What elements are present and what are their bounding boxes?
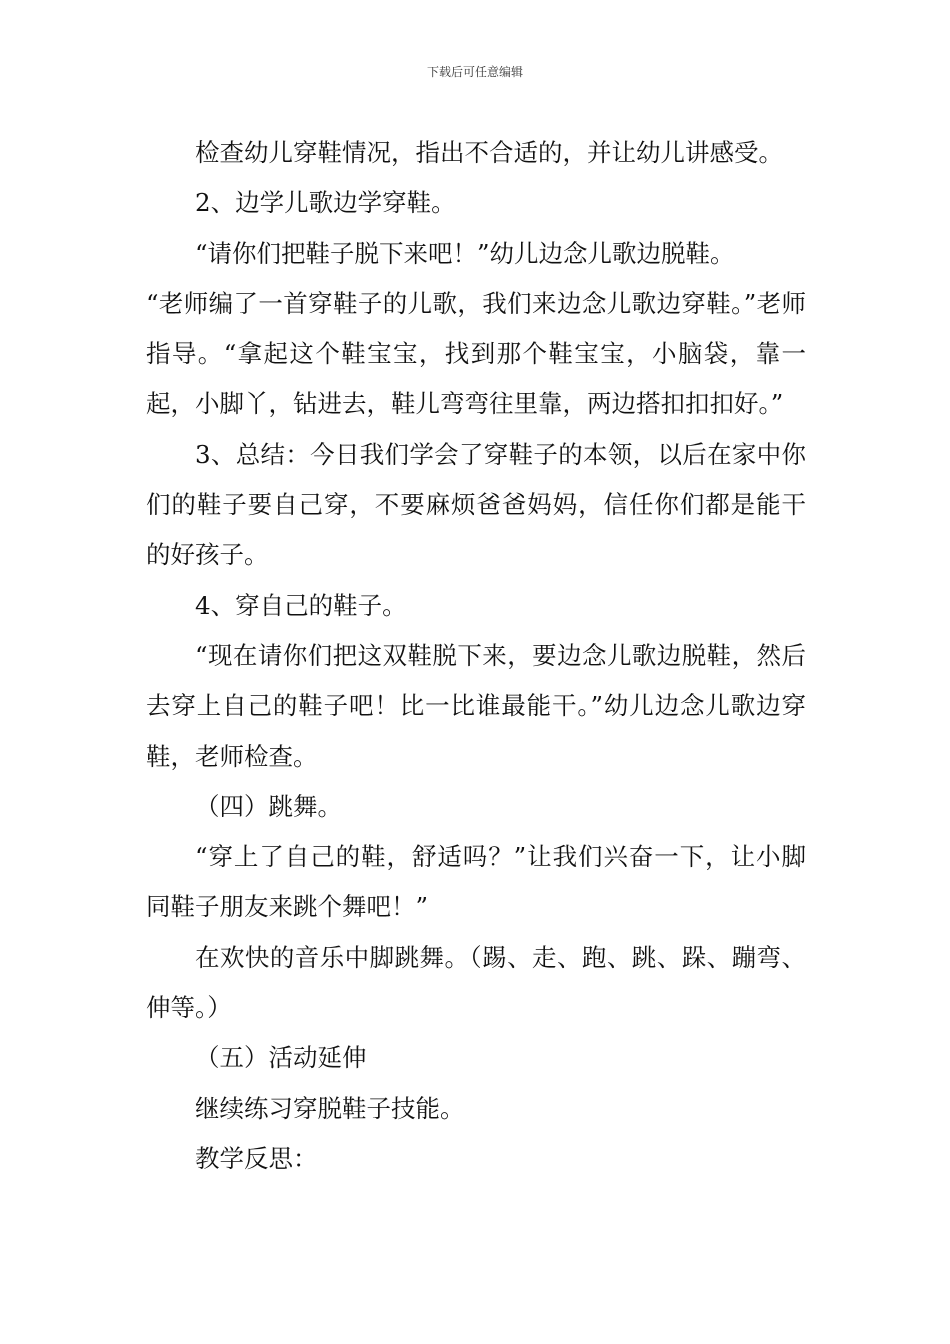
paragraph: “穿上了自己的鞋，舒适吗？”让我们兴奋一下，让小脚同鞋子朋友来跳个舞吧！” (146, 842, 806, 922)
paragraph: （四）跳舞。 (195, 791, 342, 821)
paragraph: “现在请你们把这双鞋脱下来，要边念儿歌边脱鞋，然后去穿上自己的鞋子吧！比一比谁最能干。”幼儿边念儿歌边穿鞋，老师检查。 (146, 640, 806, 771)
paragraph: 继续练习穿脱鞋子技能。 (195, 1093, 465, 1123)
paragraph: 4、穿自己的鞋子。 (195, 590, 407, 620)
paragraph: 2、边学儿歌边学穿鞋。 (195, 188, 456, 218)
page-header: 下载后可任意编辑 (426, 65, 523, 79)
document-body (146, 128, 806, 1184)
paragraph: 检查幼儿穿鞋情况，指出不合适的，并让幼儿讲感受。 (195, 138, 783, 167)
paragraph: （五）活动延伸 (195, 1043, 367, 1073)
paragraph: 3、总结：今日我们学会了穿鞋子的本领，以后在家中你们的鞋子要自己穿，不要麻烦爸爸妈妈，信任你们都是能干的好孩子。 (146, 439, 806, 570)
paragraph: “老师编了一首穿鞋子的儿歌，我们来边念儿歌边穿鞋。”老师指导。“拿起这个鞋宝宝，找到那个鞋宝宝，小脑袋，靠一起，小脚丫，钻进去，鞋儿弯弯往里靠，两边搭扣扣扣好。” (146, 288, 806, 419)
paragraph: “请你们把鞋子脱下来吧！”幼儿边念儿歌边脱鞋。 (195, 238, 735, 268)
paragraph: 教学反思： (195, 1143, 318, 1173)
paragraph: 在欢快的音乐中脚跳舞。（踢、走、跑、跳、跺、蹦弯、伸等。） (146, 942, 806, 1023)
